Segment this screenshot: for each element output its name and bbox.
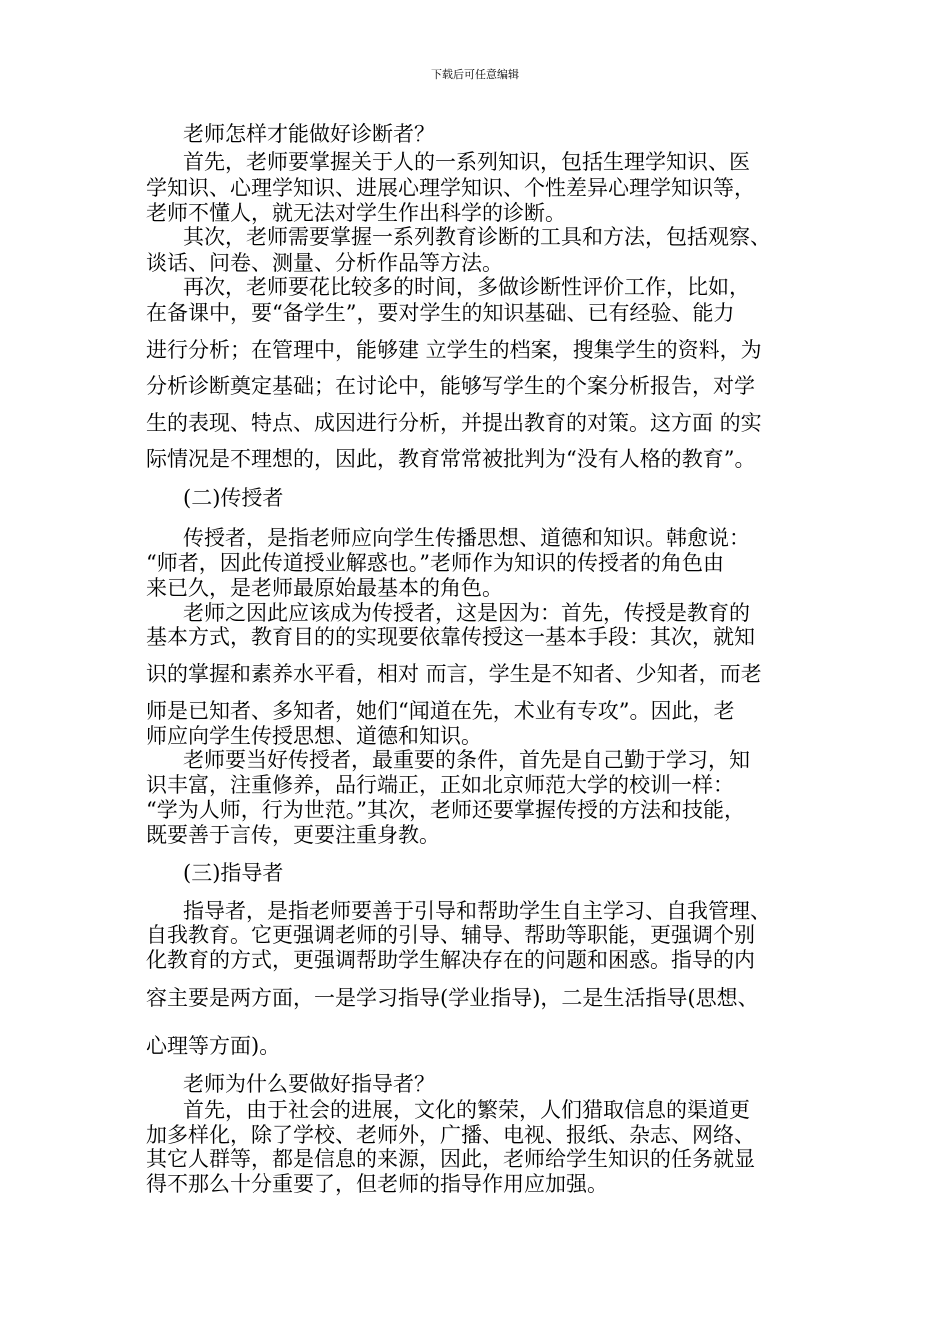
text-line: 生的表现、特点、成因进行分析，并提出教育的对策。这方面 的实 (146, 411, 762, 435)
text-line: 传授者，是指老师应向学生传播思想、道德和知识。韩愈说： (183, 526, 750, 550)
text-line: 际情况是不理想的，因此，教育常常被批判为“没有人格的教育”。 (146, 447, 756, 471)
text-line: 在备课中，要“备学生”，要对学生的知识基础、已有经验、能力 (146, 301, 735, 325)
text-line: 来已久，是老师最原始最基本的角色。 (146, 576, 503, 600)
text-line: 老师之因此应该成为传授者，这是因为：首先，传授是教育的 (183, 601, 750, 625)
section-heading: (二)传授者 (183, 486, 284, 510)
text-line: 容主要是两方面，一是学习指导(学业指导)，二是生活指导(思想、 (146, 986, 759, 1010)
text-line: 识的掌握和素养水平看，相对 而言，学生是不知者、少知者，而老 (146, 662, 762, 686)
text-line: 加多样化，除了学校、老师外，广播、电视、报纸、杂志、网络、 (146, 1123, 755, 1147)
text-line: 师是已知者、多知者，她们“闻道在先，术业有专攻”。因此，老 (146, 699, 735, 723)
text-line: 再次，老师要花比较多的时间，多做诊断性评价工作，比如， (183, 275, 750, 299)
text-line: 老师为什么要做好指导者？ (183, 1072, 435, 1096)
text-line: 分析诊断奠定基础；在讨论中，能够写学生的个案分析报告，对学 (146, 374, 755, 398)
text-line: 基本方式，教育目的的实现要依靠传授这一基本手段：其次，就知 (146, 625, 755, 649)
text-line: 识丰富，注重修养，品行端正，正如北京师范大学的校训一样： (146, 773, 734, 797)
page-header: 下载后可任意编辑 (431, 68, 519, 81)
text-line: 学知识、心理学知识、进展心理学知识、个性差异心理学知识等， (146, 176, 755, 200)
text-line: 进行分析；在管理中，能够建 立学生的档案，搜集学生的资料，为 (146, 338, 762, 362)
text-line: 指导者，是指老师要善于引导和帮助学生自主学习、自我管理、 (183, 899, 771, 923)
text-line: 谈话、问卷、测量、分析作品等方法。 (146, 251, 503, 275)
text-line: 老师要当好传授者，最重要的条件，首先是自己勤于学习，知 (183, 748, 750, 772)
text-line: 老师怎样才能做好诊断者？ (183, 122, 435, 146)
text-line: 得不那么十分重要了，但老师的指导作用应加强。 (146, 1172, 608, 1196)
text-line: 自我教育。它更强调老师的引导、辅导、帮助等职能，更强调个别 (146, 923, 755, 947)
text-line: 其它人群等，都是信息的来源，因此，老师给学生知识的任务就显 (146, 1147, 755, 1171)
text-line: 首先，由于社会的进展，文化的繁荣，人们猎取信息的渠道更 (183, 1098, 750, 1122)
section-heading: (三)指导者 (183, 861, 284, 885)
text-line: 心理等方面)。 (146, 1034, 281, 1058)
text-line: 师应向学生传授思想、道德和知识。 (146, 724, 482, 748)
text-line: 老师不懂人，就无法对学生作出科学的诊断。 (146, 201, 566, 225)
text-line: 首先，老师要掌握关于人的一系列知识，包括生理学知识、医 (183, 150, 750, 174)
text-line: “学为人师，行为世范。”其次，老师还要掌握传授的方法和技能， (146, 798, 745, 822)
text-line: 其次，老师需要掌握一系列教育诊断的工具和方法，包括观察、 (183, 225, 771, 249)
text-line: 化教育的方式，更强调帮助学生解决存在的问题和困惑。指导的内 (146, 948, 755, 972)
text-line: “师者，因此传道授业解惑也。”老师作为知识的传授者的角色由 (146, 551, 724, 575)
text-line: 既要善于言传，更要注重身教。 (146, 823, 440, 847)
